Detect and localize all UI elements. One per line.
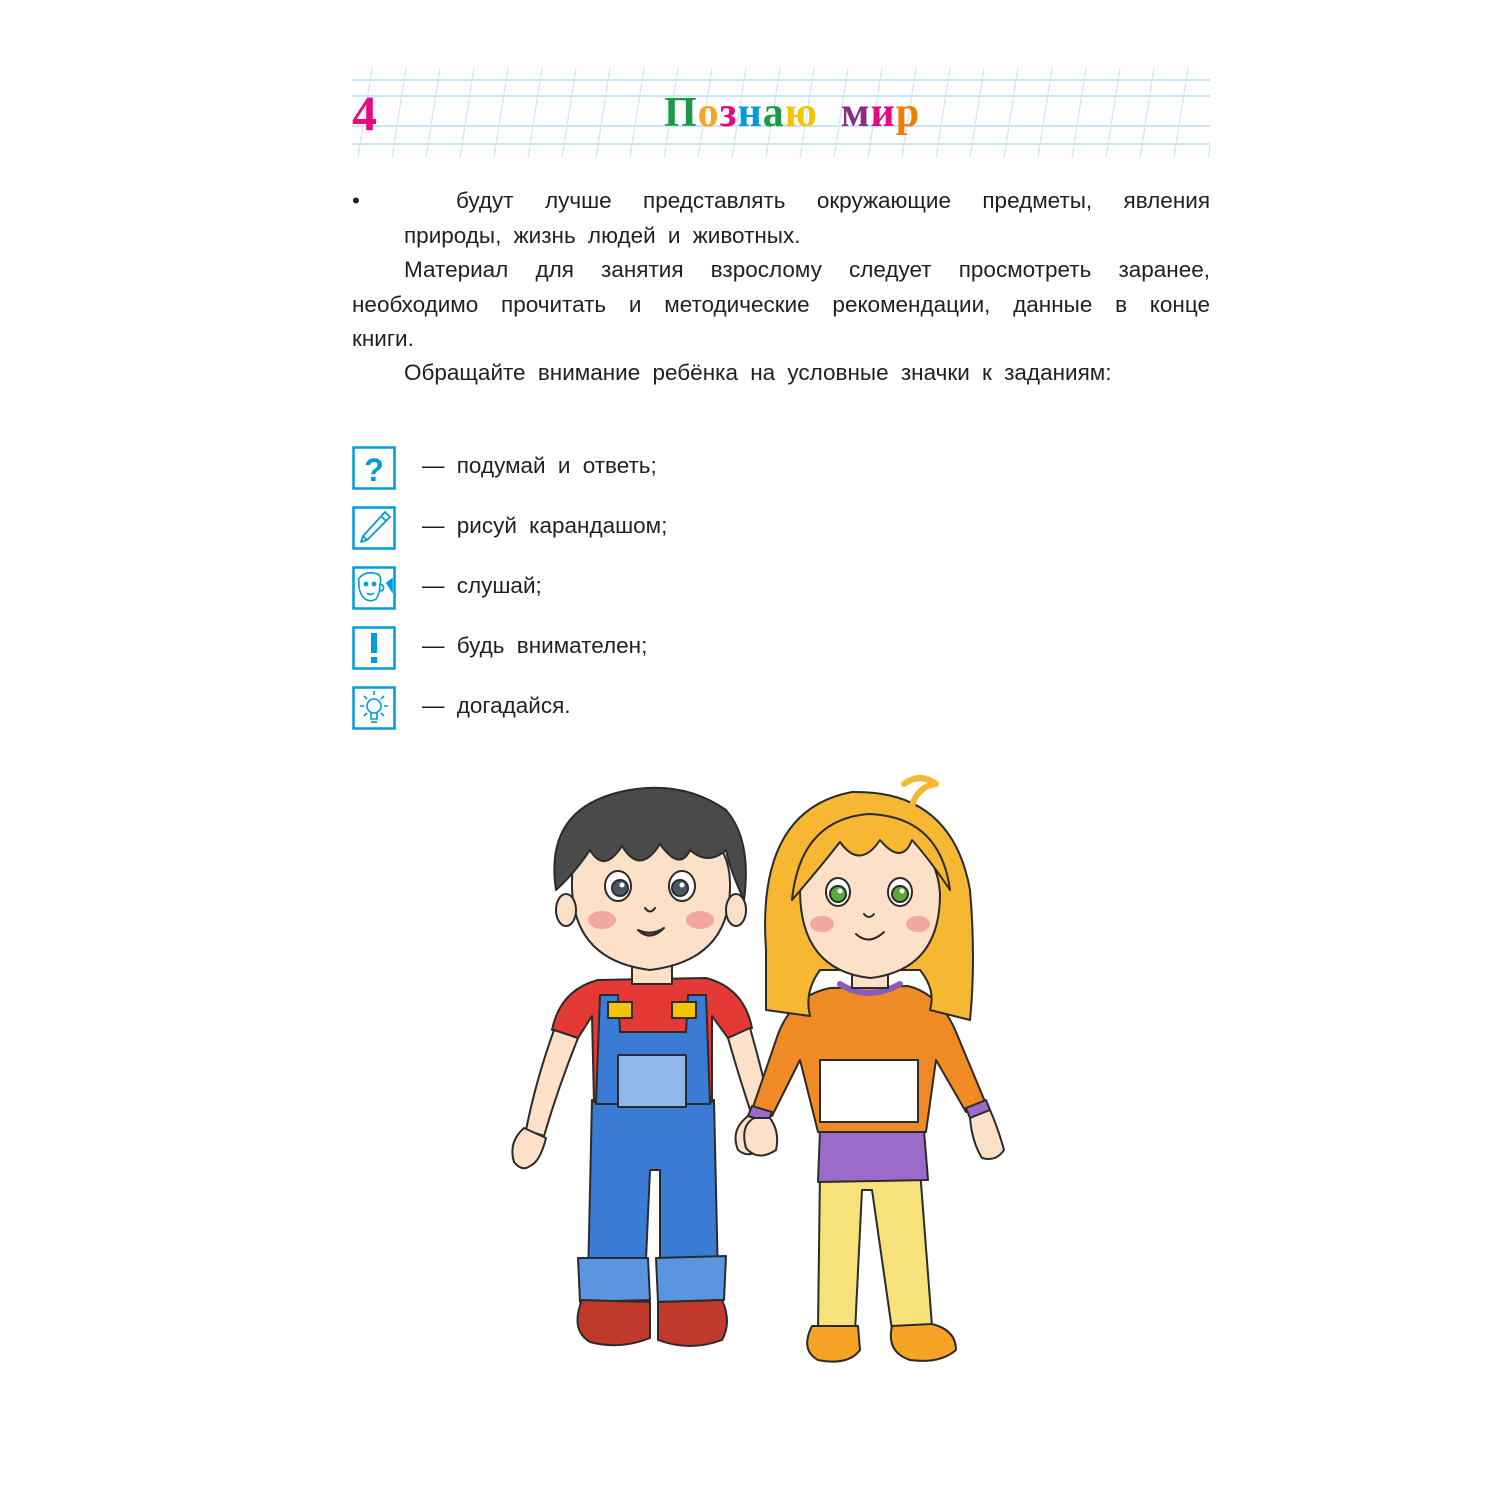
legend-text-draw: — рисуй карандашом; [422, 513, 668, 538]
title-letter: и [870, 90, 896, 136]
children-illustration [500, 770, 1020, 1390]
legend-text-think: — подумай и ответь; [422, 453, 657, 478]
title-letter: а [762, 90, 785, 136]
legend-row-listen [352, 566, 852, 614]
title-letter: з [719, 90, 738, 136]
lightbulb-icon [352, 686, 396, 730]
legend-row-draw [352, 506, 852, 554]
legend-text-attention: — будь внимателен; [422, 633, 648, 658]
bullet-marker: • [352, 188, 360, 213]
boy-figure [512, 788, 772, 1346]
svg-text:?: ? [364, 452, 384, 488]
title-letter: н [737, 90, 763, 136]
title-letter: П [664, 90, 698, 136]
legend-row-guess [352, 686, 852, 734]
legend-row-think [352, 446, 852, 494]
question-icon [352, 446, 396, 490]
legend-row-attention [352, 626, 852, 674]
title-letter: ю [784, 90, 818, 136]
girl-figure [736, 778, 1004, 1362]
paragraph-material: Материал для занятия взрослому следует просмотреть заранее, необходимо прочитать и методические рекомендации, данные в конце книги. [352, 257, 1210, 351]
legend-text-listen: — слушай; [422, 573, 542, 598]
legend-text-guess: — догадайся. [422, 693, 571, 718]
listen-face-icon [352, 566, 396, 610]
bullet-paragraph-text: будут лучше представлять окружающие предметы, явления природы, жизнь людей и животных. [404, 188, 1210, 248]
title-letter: р [895, 90, 921, 136]
pencil-icon [352, 506, 396, 550]
paragraph-icons-intro: Обращайте внимание ребёнка на условные значки к заданиям: [404, 360, 1112, 385]
page-number: 4 [352, 85, 377, 141]
title-letter [818, 92, 841, 134]
title-letter: о [697, 90, 720, 136]
exclamation-icon [352, 626, 396, 670]
title-letter: м [840, 90, 871, 136]
page-title [664, 92, 920, 134]
bullet-paragraph [352, 184, 1210, 253]
